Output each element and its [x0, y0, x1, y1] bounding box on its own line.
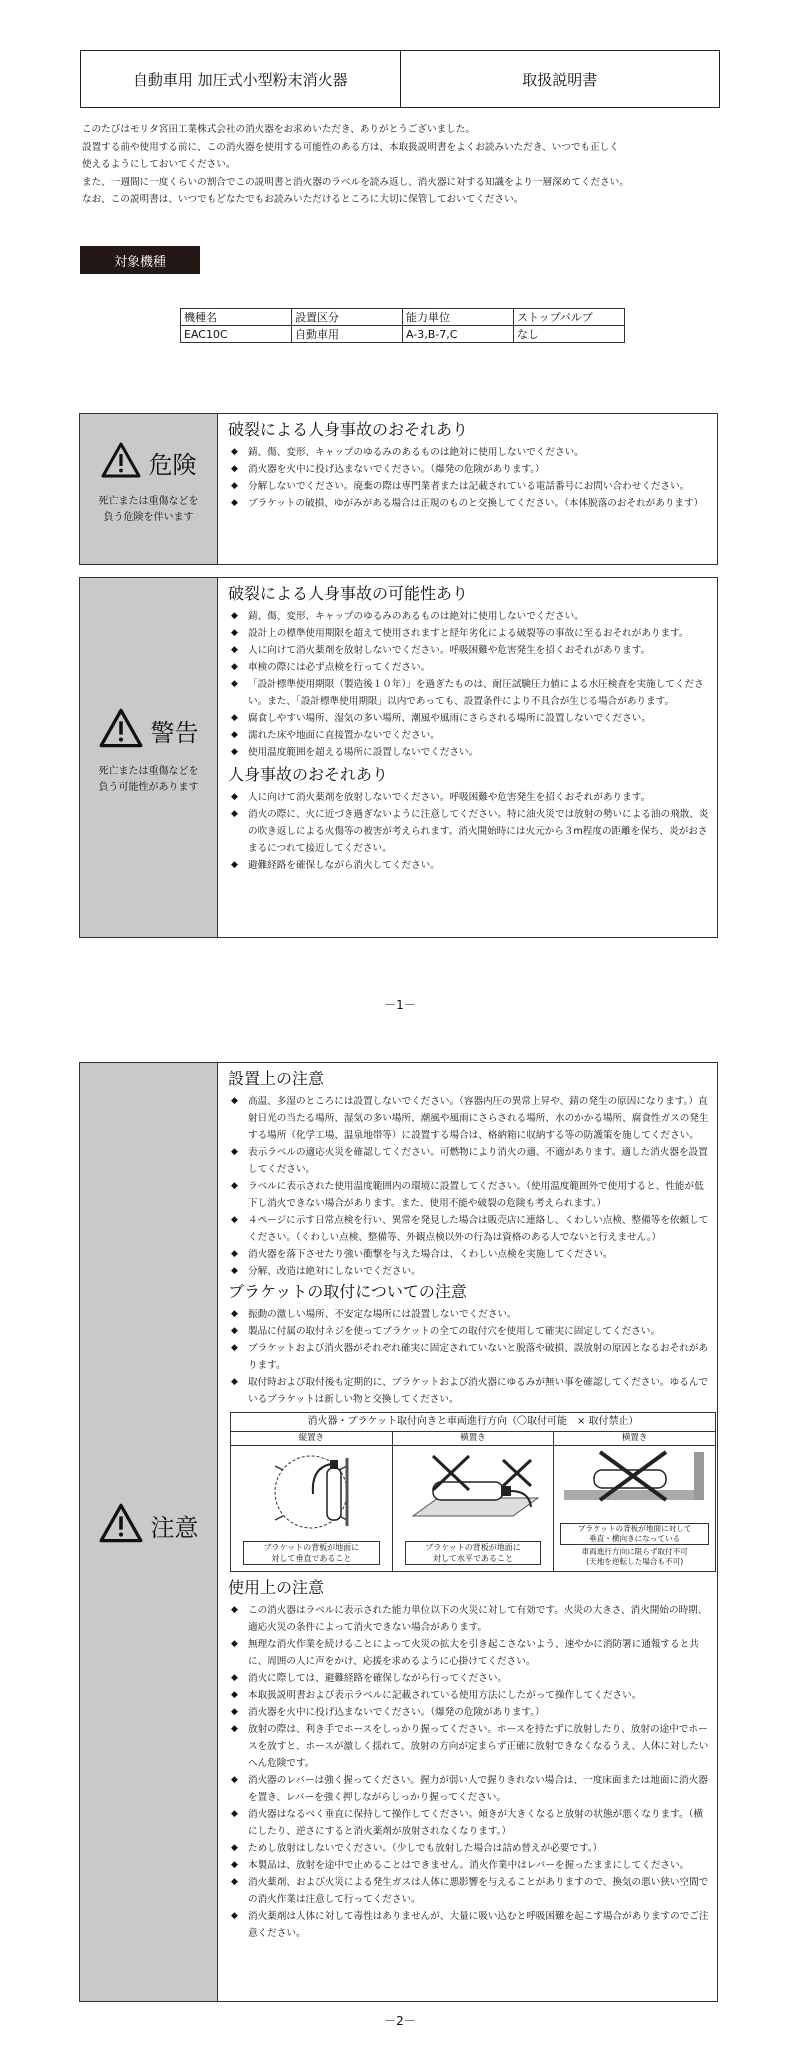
list-item: ◆ 消火器を火中に投げ込まないでください。（爆発の危険があります。） [228, 461, 711, 478]
list-item: ◆ 消火の際に、火に近づき過ぎないように注意してください。特に油火災では放射の勢いによる油の飛散、炎の吹き返しによる火傷等の被害が考えられます。消火開始時には火元から３m程度の距離を保ち、炎がおさまるにつれて接近してください。 [228, 806, 711, 857]
diagram-caption: ブラケットの背板が地面に 対して垂直であること [243, 1541, 380, 1565]
extinguisher-prohibited-icon [554, 1446, 715, 1512]
list-item: ◆ 消火器はなるべく垂直に保持して操作してください。傾きが大きくなると放射の状態が悪くなります。（横にしたり、逆さにすると消火薬剤が放射されなくなります。） [228, 1806, 711, 1840]
install-list [228, 1093, 711, 1280]
list-item: ◆ 錆、傷、変形、キャップのゆるみのあるものは絶対に使用しないでください。 [228, 444, 711, 461]
bracket-list [228, 1306, 711, 1408]
page-number: －2－ [384, 2014, 416, 2028]
danger-list [228, 444, 711, 512]
list-item: ◆ 「設計標準使用期限（製造後１０年）」を過ぎたものは、耐圧試験圧力値による水圧検査を実施してください。また、「設計標準使用期限」以内であっても、設置条件により不具合が生じる場合があります。 [228, 676, 711, 710]
extinguisher-horizontal-icon [393, 1446, 554, 1536]
list-item: ◆ 分解しないでください。廃棄の際は専門業者または記載されている電話番号にお問い合わせください。 [228, 478, 711, 495]
warning-side [80, 578, 218, 937]
list-item: ◆ 表示ラベルの適応火災を確認してください。可燃物により消火の適、不適があります。適した消火器を設置してください。 [228, 1144, 711, 1178]
table-header-cell: 設置区分 [292, 309, 403, 326]
table-cell: EAC10C [181, 326, 292, 343]
list-item: ◆ 消火器を落下させたり強い衝撃を与えた場合は、くわしい点検を実施してください。 [228, 1246, 711, 1263]
list-item: ◆ 設計上の標準使用期限を超えて使用されますと経年劣化による破裂等の事故に至るおそれがあります。 [228, 625, 711, 642]
list-item: ◆ 本製品は、放射を途中で止めることはできません。消火作業中はレバーを握ったままにしてください。 [228, 1857, 711, 1874]
list-item: ◆ 消火薬剤、および火災による発生ガスは人体に悪影響を与えることがありますので、換気の悪い狭い空間での消火作業は注意して行ってください。 [228, 1874, 711, 1908]
table-cell: なし [514, 326, 625, 343]
list-item: ◆ 高温、多湿のところには設置しないでください。（容器内圧の異常上昇や、錆の発生の原因になります。）直射日光の当たる場所、湿気の多い場所、潮風や風雨にさらされる場所、水のかかる場所、腐食性ガスの発生する場所（化学工場、温泉地帯等）に設置する場合は、格納箱に収納する等の防護策を施してください。 [228, 1093, 711, 1144]
danger-panel [79, 413, 718, 565]
diagram-note: ブラケットの背板が地面に対して 垂直・横向きになっている 車両進行方向に限らず取付不可 (天地を逆転した場合も不可) [560, 1523, 709, 1567]
list-item: ◆ ブラケットの破損、ゆがみがある場合は正規のものと交換してください。（本体脱落のおそれがあります） [228, 495, 711, 512]
intro-line: また、一週間に一度くらいの割合でこの説明書と消火器のラベルを読み返し、消火器に対する知識をより一層深めてください。 [82, 176, 629, 188]
list-item: ◆ 消火に際しては、避難経路を確保しながら行ってください。 [228, 1670, 711, 1687]
caution-body [228, 1067, 711, 1942]
danger-subtext: 死亡または重傷などを 負う危険を伴います [98, 496, 199, 523]
list-item: ◆ ４ページに示す日常点検を行い、異常を発見した場合は販売店に連絡し、くわしい点検、整備等を依頼してください。（くわしい点検、整備等、外観点検以外の行為は資格のある人でないと行えません。） [228, 1212, 711, 1246]
warning-triangle-icon [101, 442, 141, 482]
section-title: 破裂による人身事故の可能性あり [228, 584, 469, 603]
list-item: ◆ 使用温度範囲を超える場所に設置しないでください。 [228, 744, 711, 761]
diagram-col-head: 横置き [554, 1432, 715, 1446]
table-header-row [181, 309, 625, 326]
list-item: ◆ 無理な消火作業を続けることによって火災の拡大を引き起こさないよう、速やかに消防署に通報すると共に、周囲の人に声をかけ、応援を求めるように心掛けてください。 [228, 1636, 711, 1670]
table-row [181, 326, 625, 343]
danger-body [228, 418, 711, 512]
list-item: ◆ 避難経路を確保しながら消火してください。 [228, 857, 711, 874]
diagram-col-head: 横置き [393, 1432, 554, 1446]
list-item: ◆ ラベルに表示された使用温度範囲内の環境に設置してください。（使用温度範囲外で使用すると、性能が低下し消火できない場合があります。また、使用不能や破裂の危険も考えられます。） [228, 1178, 711, 1212]
diagram-caption: ブラケットの背板が地面に 対して水平であること [405, 1541, 542, 1565]
diagram-col-head: 縦置き [231, 1432, 392, 1446]
product-name: 自動車用 加圧式小型粉末消火器 [132, 70, 348, 89]
intro-text [82, 121, 722, 209]
table-header-cell: 能力単位 [403, 309, 514, 326]
intro-line: なお、この説明書は、いつでもどなたでもお読みいただけるところに大切に保管しておいてください。 [82, 194, 524, 206]
warning-triangle-icon [99, 1503, 143, 1547]
target-models-badge: 対象機種 [80, 246, 200, 274]
use-list [228, 1602, 711, 1942]
list-item: ◆ 腐食しやすい場所、湿気の多い場所、潮風や風雨にさらされる場所に設置しないでください。 [228, 710, 711, 727]
list-item: ◆ この消火器はラベルに表示された能力単位以下の火災に対して有効です。火災の大きさ、消火開始の時期、適応火災の条件によって消火できない場合があります。 [228, 1602, 711, 1636]
list-item: ◆ 取付時および取付後も定期的に、ブラケットおよび消火器にゆるみが無い事を確認してください。ゆるんでいるブラケットは新しい物と交換してください。 [228, 1374, 711, 1408]
list-item: ◆ 分解、改造は絶対にしないでください。 [228, 1263, 711, 1280]
extinguisher-vertical-icon [231, 1446, 392, 1536]
table-header-cell: 機種名 [181, 309, 292, 326]
list-item: ◆ ためし放射はしないでください。（少しでも放射した場合は詰め替えが必要です。） [228, 1840, 711, 1857]
list-item: ◆ 製品に付属の取付ネジを使ってブラケットの全ての取付穴を使用して確実に固定してください。 [228, 1323, 711, 1340]
danger-label: 危険 [148, 450, 197, 479]
warning-subtext: 死亡または重傷などを 負う可能性があります [98, 766, 199, 793]
caution-side [80, 1063, 218, 2001]
section-title: ブラケットの取付についての注意 [228, 1282, 467, 1301]
list-item: ◆ ブラケットおよび消火器がそれぞれ確実に固定されていないと脱落や破損、誤放射の原因となるおそれがあります。 [228, 1340, 711, 1374]
list-item: ◆ 消火薬剤は人体に対して毒性はありませんが、大量に吸い込むと呼吸困難を起こす場合がありますのでご注意ください。 [228, 1908, 711, 1942]
section-title: 人身事故のおそれあり [228, 765, 389, 784]
section-title: 破裂による人身事故のおそれあり [228, 420, 469, 439]
section-title: 設置上の注意 [228, 1069, 325, 1088]
diagram-prohibited [553, 1432, 715, 1571]
warning-triangle-icon [99, 708, 143, 752]
list-item: ◆ 放射の際は、利き手でホースをしっかり握ってください。ホースを持たずに放射したり、放射の途中でホースを放すと、ホースが激しく揺れて、放射の方向が定まらず正確に放射できなくなるうえ、人体に対したいへん危険です。 [228, 1721, 711, 1772]
table-cell: 自動車用 [292, 326, 403, 343]
list-item: ◆ 錆、傷、変形、キャップのゆるみのあるものは絶対に使用しないでください。 [228, 608, 711, 625]
models-table [180, 308, 625, 343]
document-title: 取扱説明書 [400, 51, 720, 107]
list-item: ◆ 消火器のレバーは強く握ってください。握力が弱い人で握りきれない場合は、一度床面または地面に消火器を置き、レバーを強く押しながらしっかり握ってください。 [228, 1772, 711, 1806]
intro-line: このたびはモリタ宮田工業株式会社の消火器をお求めいただき、ありがとうございました。 [82, 124, 475, 135]
warning-label: 警告 [150, 718, 199, 747]
list-item: ◆ 人に向けて消火薬剤を放射しないでください。呼吸困難や危害発生を招くおそれがあります。 [228, 642, 711, 659]
list-item: ◆ 本取扱説明書および表示ラベルに記載されている使用方法にしたがって操作してください。 [228, 1687, 711, 1704]
list-item: ◆ 人に向けて消火薬剤を放射しないでください。呼吸困難や危害発生を招くおそれがあります。 [228, 789, 711, 806]
table-cell: A-3,B-7,C [403, 326, 514, 343]
diagram-title: 消火器・ブラケット取付向きと車両進行方向（〇取付可能 × 取付禁止） [231, 1413, 715, 1432]
intro-line: 使えるようにしておいてください。 [82, 159, 236, 171]
caution-panel [79, 1062, 718, 2002]
title-box [80, 50, 720, 108]
warning-body [228, 582, 711, 874]
caution-label: 注意 [150, 1513, 199, 1542]
table-header-cell: ストップバルブ [514, 309, 625, 326]
warning-panel [79, 577, 718, 938]
diagram-vertical [231, 1432, 392, 1571]
page-number: －1－ [384, 998, 416, 1012]
intro-line: 設置する前や使用する前に、この消火器を使用する可能性のある方は、本取扱説明書をよくお読みいただき、いつでも正しく [82, 141, 619, 153]
list-item: ◆ 消火器を火中に投げ込まないでください。（爆発の危険があります。） [228, 1704, 711, 1721]
warning-list [228, 789, 711, 874]
list-item: ◆ 車検の際には必ず点検を行ってください。 [228, 659, 711, 676]
diagram-horizontal [392, 1432, 554, 1571]
list-item: ◆ 振動の激しい場所、不安定な場所には設置しないでください。 [228, 1306, 711, 1323]
list-item: ◆ 濡れた床や地面に直接置かないでください。 [228, 727, 711, 744]
section-title: 使用上の注意 [228, 1578, 325, 1597]
danger-side [80, 414, 218, 564]
mounting-diagram [230, 1412, 716, 1572]
warning-list [228, 608, 711, 761]
